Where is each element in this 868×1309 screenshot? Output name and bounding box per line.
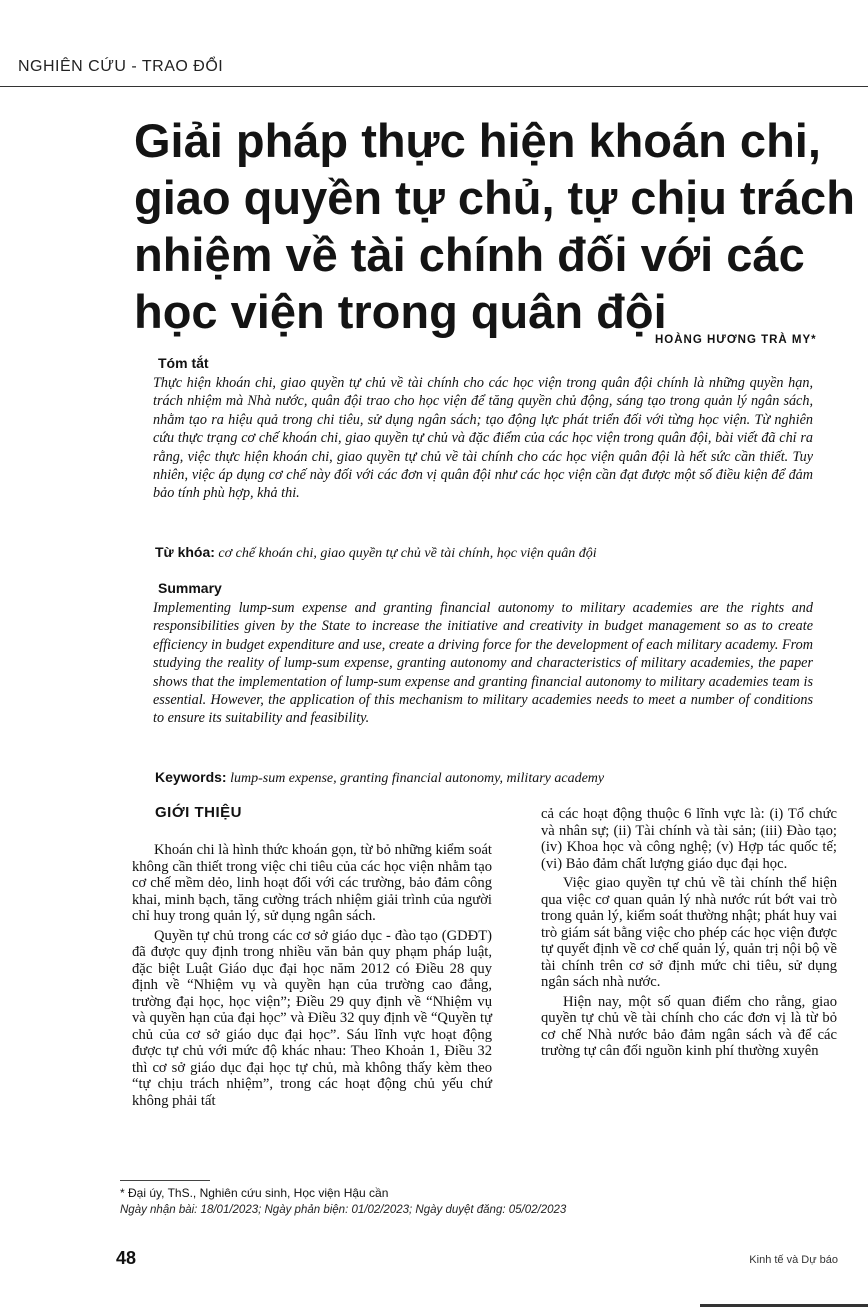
footer-rule: [700, 1304, 868, 1307]
abstract-en-text: Implementing lump-sum expense and granting financial autonomy to military academies are the rights and responsibilities given by the State to increase the initiative and creativity in budget management so as to create efficiency in budget expenditure and use, create a driving force for the development of each military academy. From studying the reality of lump-sum expense, granting autonomy and characteristics of military academies, the paper shows that the implementation of lump-sum expense and granting financial autonomy to military academies team is essential. However, the application of this mechanism to military academies needs to meet a number of conditions to ensure its suitability and feasibility.: [153, 600, 813, 727]
keywords-en-label: Keywords:: [155, 769, 227, 785]
keywords-vi-value: cơ chế khoán chi, giao quyền tự chủ về tài chính, học viện quân đội: [218, 546, 597, 561]
footnote-dates: Ngày nhận bài: 18/01/2023; Ngày phản biện: 01/02/2023; Ngày duyệt đăng: 05/02/2023: [120, 1204, 567, 1216]
keywords-vi-label: Từ khóa:: [155, 544, 215, 560]
title-line: học viện trong quân đội: [134, 285, 667, 338]
abstract-vi-text: Thực hiện khoán chi, giao quyền tự chủ về tài chính cho các học viện trong quân đội chính là những quyền hạn, trách nhiệm mà Nhà nước, quân đội trao cho học viện để tăng quyền chủ động, sáng tạo trong quản lý ngân sách, nhằm tạo ra hiệu quả trong chi tiêu, sử dụng ngân sách; tạo động lực phát triển đối với từng học viện. Từ nghiên cứu thực trạng cơ chế khoán chi, giao quyền tự chủ và đặc điểm của các học viện trong quân đội, bài viết đã chỉ ra rằng, việc thực hiện khoán chi, giao quyền tự chủ về tài chính cho các học viện quân đội là hết sức cần thiết. Tuy nhiên, việc áp dụng cơ chế này đối với các đơn vị quân đội như các học viện cần đạt được một số điều kiện để đảm bảo tính phù hợp, khả thi.: [153, 375, 813, 502]
abstract-vi-heading: Tóm tắt: [158, 355, 209, 371]
footnote-affiliation: * Đại úy, ThS., Nghiên cứu sinh, Học viện Hậu cần: [120, 1186, 389, 1200]
keywords-en: [155, 769, 835, 787]
intro-heading: GIỚI THIỆU: [155, 804, 242, 821]
journal-name: Kinh tế và Dự báo: [749, 1254, 838, 1266]
section-label: NGHIÊN CỨU - TRAO ĐỔI: [18, 58, 224, 75]
article-title: [134, 112, 855, 340]
title-line: nhiệm về tài chính đối với các: [134, 228, 805, 281]
body-paragraph: Hiện nay, một số quan điểm cho rằng, giao quyền tự chủ về tài chính cho các đơn vị là từ bỏ cơ chế Nhà nước bảo đảm ngân sách và để các trường tự cân đối nguồn kinh phí thường xuyên: [541, 993, 837, 1059]
keywords-en-value: lump-sum expense, granting financial autonomy, military academy: [230, 771, 605, 786]
abstract-en-heading: Summary: [158, 580, 222, 596]
body-paragraph: Quyền tự chủ trong các cơ sở giáo dục - đào tạo (GDĐT) đã được quy định trong nhiều văn bản quy phạm pháp luật, đặc biệt Luật Giáo dục đại học năm 2012 có Điều 28 quy định về “Nhiệm vụ và quyền hạn của trường cao đẳng, trường đại học, học viện”; Điều 29 quy định về “Nhiệm vụ và quyền hạn của đại học” và Điều 32 quy định về “Quyền tự chủ của cơ sở giáo dục đại học”. Sáu lĩnh vực hoạt động được tự chủ với mức độ khác nhau: Theo Khoản 1, Điều 32 thì cơ sở giáo dục đại học tự chủ, mà không thấy kèm theo “tự chịu trách nhiệm”, trong các hoạt động chủ yếu chứ không phải tất: [132, 927, 492, 1109]
keywords-vi: [155, 544, 835, 562]
body-paragraph: Khoán chi là hình thức khoán gọn, từ bỏ những kiểm soát không cần thiết trong việc chi tiêu của các học viện nhằm tạo cơ chế mềm dẻo, linh hoạt đối với các trường, bảo đảm công khai, minh bạch, tăng cường trách nhiệm giải trình của người chỉ huy trong quản lý, sử dụng ngân sách.: [132, 842, 492, 924]
footnote-rule: [120, 1180, 210, 1181]
header-rule: [0, 86, 868, 87]
title-line: Giải pháp thực hiện khoán chi,: [134, 114, 821, 167]
body-column-right: [541, 806, 837, 1063]
body-paragraph: Việc giao quyền tự chủ về tài chính thể hiện qua việc cơ quan quản lý nhà nước rút bớt vai trò trong quản lý, kiểm soát thường nhật; phát huy vai trò giám sát bằng việc cho phép các học viện được tự quyết định về cơ chế quản lý, quản trị nội bộ về tài chính trên cơ sở định mức chi tiêu, sử dụng ngân sách nhà nước.: [541, 875, 837, 990]
body-paragraph: cả các hoạt động thuộc 6 lĩnh vực là: (i) Tổ chức và nhân sự; (ii) Tài chính và tài sản; (iii) Đào tạo; (iv) Khoa học và công nghệ; (v) Hợp tác quốc tế; (vi) Bảo đảm chất lượng giáo dục đại học.: [541, 806, 837, 872]
body-column-left: [132, 842, 492, 1112]
page-number: 48: [116, 1248, 137, 1268]
author-name: HOÀNG HƯƠNG TRÀ MY*: [655, 334, 817, 346]
title-line: giao quyền tự chủ, tự chịu trách: [134, 171, 855, 224]
